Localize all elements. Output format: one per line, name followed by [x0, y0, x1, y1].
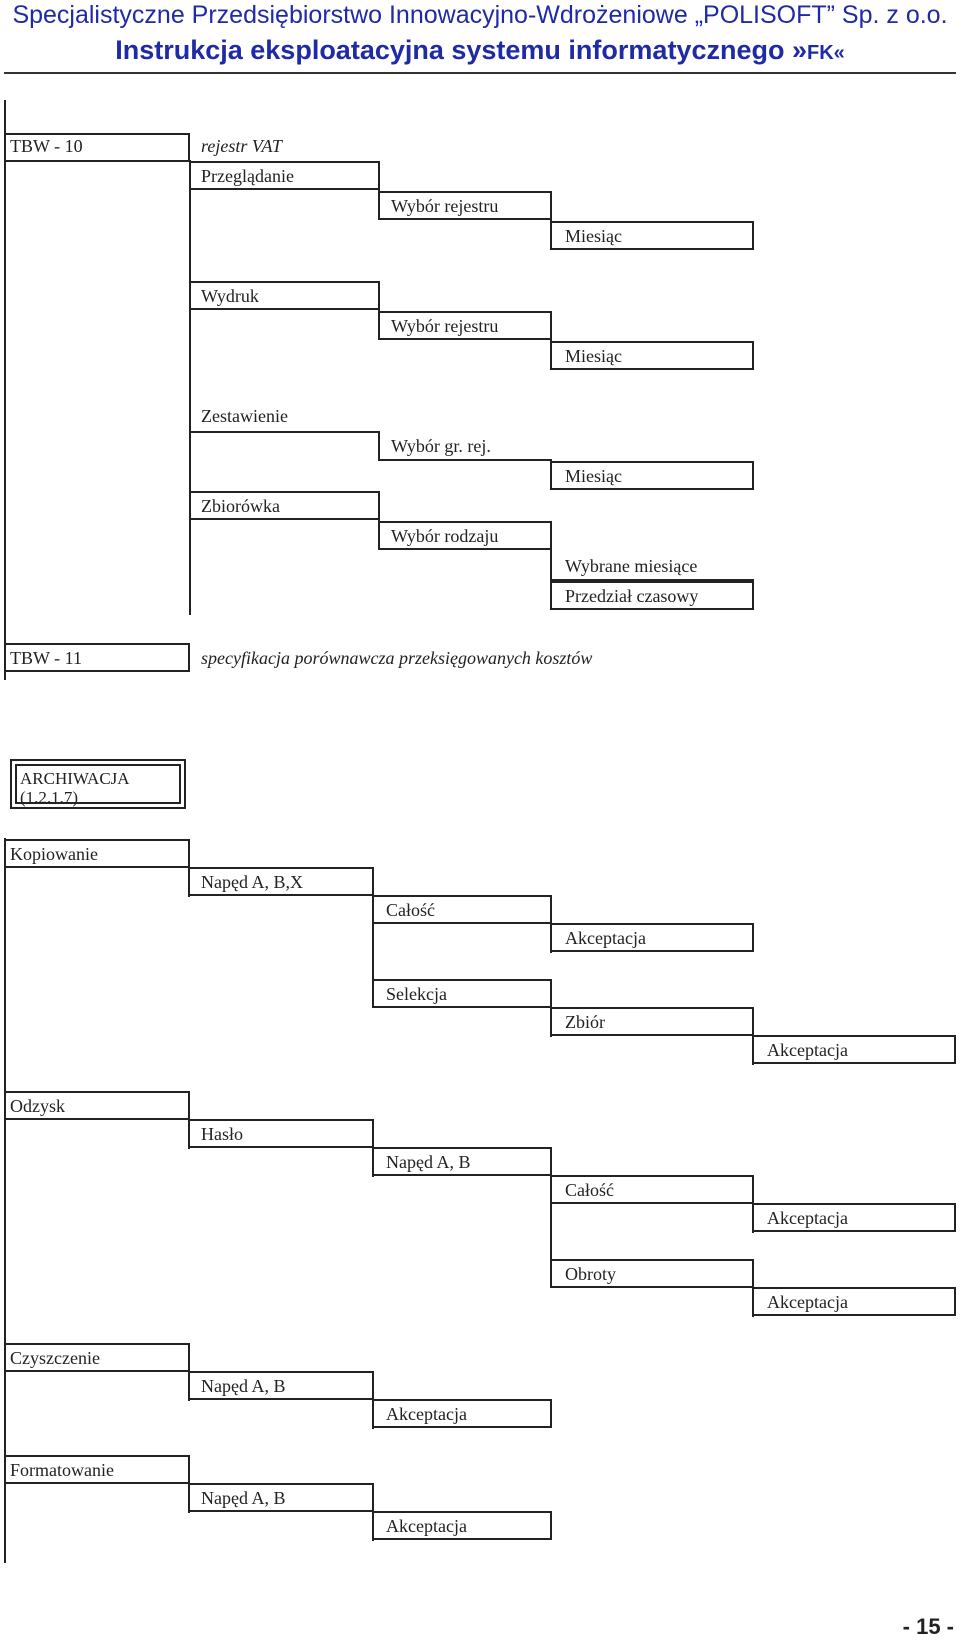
document-title-suffix: FK«	[806, 42, 845, 64]
odzysk-label: Odzysk	[10, 1096, 65, 1116]
przegl-miesiac-label: Miesiąc	[565, 226, 622, 246]
zbiorowka-label: Zbiorówka	[201, 496, 280, 516]
czyszczenie-label: Czyszczenie	[10, 1348, 100, 1368]
wybor-gr-label: Wybór gr. rej.	[391, 436, 491, 456]
zestawienie-line	[189, 431, 380, 433]
odz-obroty-label: Obroty	[565, 1264, 616, 1284]
kop-calosc-akc-label: Akceptacja	[565, 928, 646, 948]
wydruk-miesiac-label: Miesiąc	[565, 346, 622, 366]
odz-naped-label: Napęd A, B	[386, 1152, 471, 1172]
odz-obroty-akc-label: Akceptacja	[767, 1292, 848, 1312]
kop-naped-label: Napęd A, B,X	[201, 872, 303, 892]
for-naped-label: Napęd A, B	[201, 1488, 286, 1508]
tree-main-line	[4, 100, 6, 680]
zestawienie-branch	[378, 431, 380, 461]
odz-calosc-akc-label: Akceptacja	[767, 1208, 848, 1228]
tbw11-name: specyfikacja porównawcza przeksięgowanych kosztów	[201, 648, 593, 668]
odz-haslo-label: Hasło	[201, 1124, 243, 1144]
tbw10-name: rejestr VAT	[201, 136, 282, 156]
wydruk-label: Wydruk	[201, 286, 259, 306]
for-akc-label: Akceptacja	[386, 1516, 467, 1536]
company-name: Specjalistyczne Przedsiębiorstwo Innowacyjno-Wdrożeniowe „POLISOFT” Sp. z o.o.	[12, 1, 948, 29]
formatowanie-label: Formatowanie	[10, 1460, 114, 1480]
tbw10-code: TBW - 10	[10, 136, 83, 156]
wybor-rodzaju-label: Wybór rodzaju	[391, 526, 499, 546]
przedzial-label: Przedział czasowy	[565, 586, 699, 606]
odz-calosc-label: Całość	[565, 1180, 614, 1200]
kop-selekcja-label: Selekcja	[386, 984, 447, 1004]
kopiowanie-label: Kopiowanie	[10, 844, 98, 864]
page-number: - 15 -	[902, 1614, 954, 1639]
archiwacja-ref: (1.2.1.7)	[20, 788, 79, 807]
zestawienie-label: Zestawienie	[201, 406, 288, 426]
zest-miesiac-label: Miesiąc	[565, 466, 622, 486]
tbw11-code: TBW - 11	[10, 648, 82, 668]
czy-akc-label: Akceptacja	[386, 1404, 467, 1424]
kop-zbior-label: Zbiór	[565, 1012, 605, 1032]
archiwacja-title: ARCHIWACJA	[20, 769, 130, 788]
przegl-wybor-label: Wybór rejestru	[391, 196, 499, 216]
tbw10-sub-line	[189, 160, 191, 615]
przegladanie-label: Przeglądanie	[201, 166, 294, 186]
wybor-gr-line	[378, 459, 552, 461]
document-title-main: Instrukcja eksploatacyjna systemu informatycznego »	[115, 35, 807, 65]
wydruk-wybor-label: Wybór rejestru	[391, 316, 499, 336]
kop-calosc-label: Całość	[386, 900, 435, 920]
header-rule	[4, 72, 956, 74]
wybrane-miesiace-label: Wybrane miesiące	[565, 556, 698, 576]
kop-zbior-akc-label: Akceptacja	[767, 1040, 848, 1060]
document-title	[0, 33, 960, 70]
czy-naped-label: Napęd A, B	[201, 1376, 286, 1396]
